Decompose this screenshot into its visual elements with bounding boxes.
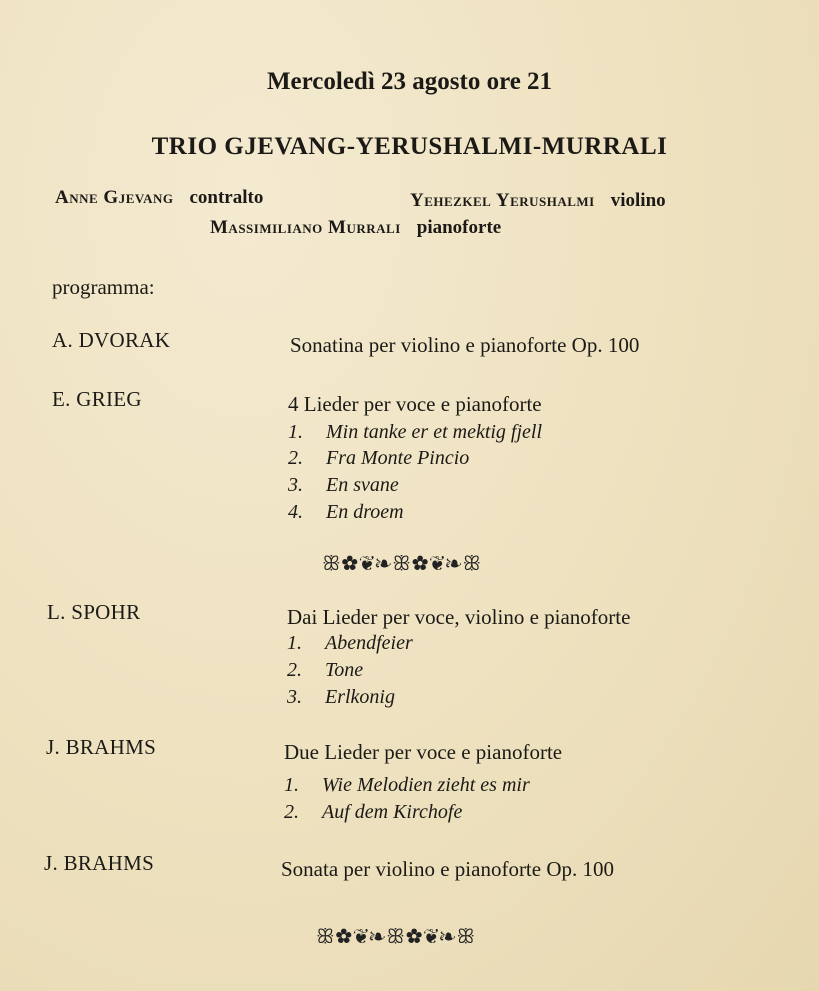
- movement-item: 2. Auf dem Kirchofe: [284, 801, 463, 823]
- composer-grieg: E. GRIEG: [52, 387, 142, 411]
- work-dvorak: Sonatina per violino e pianoforte Op. 100: [290, 333, 640, 357]
- movement-item: 2. Fra Monte Pincio: [288, 447, 470, 469]
- performer-role: contralto: [189, 187, 264, 208]
- composer-dvorak: A. DVORAK: [52, 328, 171, 352]
- movement-item: 2. Tone: [287, 659, 364, 681]
- composer-spohr: L. SPOHR: [47, 600, 141, 624]
- performer-name: Anne Gjevang: [55, 187, 174, 208]
- work-brahms-lieder: Due Lieder per voce e pianoforte: [284, 740, 563, 764]
- performer-name: Massimiliano Murrali: [210, 217, 401, 238]
- work-spohr: Dai Lieder per voce, violino e pianoforte: [287, 605, 631, 629]
- performer-name: Yehezkel Yerushalmi: [410, 190, 595, 211]
- performer-2: [410, 190, 666, 212]
- work-brahms-sonata: Sonata per violino e pianoforte Op. 100: [281, 857, 615, 881]
- movement-item: 1. Wie Melodien zieht es mir: [284, 774, 530, 796]
- composer-brahms-lieder: J. BRAHMS: [46, 735, 157, 759]
- work-grieg: 4 Lieder per voce e pianoforte: [288, 392, 542, 416]
- performer-1: [55, 187, 263, 209]
- composer-brahms-sonata: J. BRAHMS: [44, 851, 155, 875]
- movement-item: 3. En svane: [288, 474, 399, 496]
- movement-item: 1. Abendfeier: [287, 632, 413, 654]
- performer-role: violino: [610, 190, 666, 211]
- movement-item: 1. Min tanke er et mektig fjell: [288, 421, 543, 443]
- ornament-divider-icon: ꕥ✿❦❧ꕥ✿❦❧ꕥ: [322, 553, 483, 575]
- performer-3: [210, 217, 501, 239]
- movement-item: 4. En droem: [288, 501, 404, 523]
- concert-date: Mercoledì 23 agosto ore 21: [266, 68, 553, 95]
- movement-item: 3. Erlkonig: [287, 686, 395, 708]
- ornament-divider-icon: ꕥ✿❦❧ꕥ✿❦❧ꕥ: [316, 926, 477, 948]
- program-label: programma:: [52, 275, 155, 299]
- ensemble-title: TRIO GJEVANG-YERUSHALMI-MURRALI: [151, 133, 668, 160]
- performer-role: pianoforte: [416, 217, 502, 238]
